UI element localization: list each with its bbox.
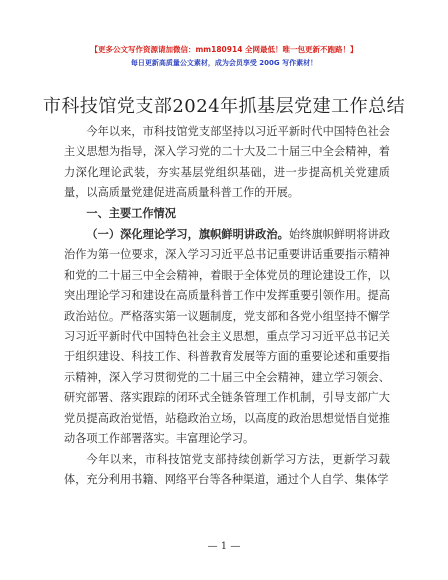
intro-paragraph: 今年以来，市科技馆党支部坚持以习近平新时代中国特色社会主义思想为指导，深入学习党的二十大及二十届三中全会精神，着力深化理论武装，夯实基层党组织基础，进一步提高机关党建质量，以高质量党建促进高质量科普工作的开展。	[64, 125, 390, 200]
document-title: 市科技馆党支部2024年抓基层党建工作总结	[42, 96, 406, 117]
section-heading: 一、主要工作情况	[86, 206, 176, 220]
subsection-heading: （一）深化理论学习，旗帜鲜明讲政治。	[86, 227, 289, 242]
promo-banner-line-2: 每日更新高质量公文素材，成为会员享受 200G 写作素材！	[130, 59, 318, 67]
subsection-paragraph	[64, 224, 390, 449]
subsection-body: 始终旗帜鲜明将讲政治作为第一位要求，深入学习习近平总书记重要讲话重要指示精神和党的二十届三中全会精神，着眼于全体党员的理论建设工作，以突出理论学习和建设在高质量科普工作中发挥重要引领作用。提高政治站位。严格落实第一议题制度，党支部和各党小组坚持不懈学习习近平新时代中国特色社会主义思想，重点学习习近平总书记关于组织建设、科技工作、科普教育发展等方面的重要论述和重要指示精神，深入学习贯彻党的二十届三中全会精神，建立学习领会、研究部署、落实跟踪的闭环式全链条管理工作机制，引导支部广大党员提高政治觉悟，站稳政治立场，以高度的政治思想觉悟自觉推动各项工作部署落实。丰富理论学习。	[64, 228, 390, 446]
page-number: — 1 —	[207, 541, 241, 552]
promo-banner-line-1: 【更多公文写作资源请加微信：mm180914 全网最低！唯一包更新不跑路！】	[90, 45, 358, 54]
paragraph-2: 今年以来，市科技馆党支部持续创新学习方法，更新学习载体，充分利用书籍、网络平台等各种渠道，通过个人自学、集体学	[64, 452, 390, 486]
document-body	[64, 122, 390, 490]
